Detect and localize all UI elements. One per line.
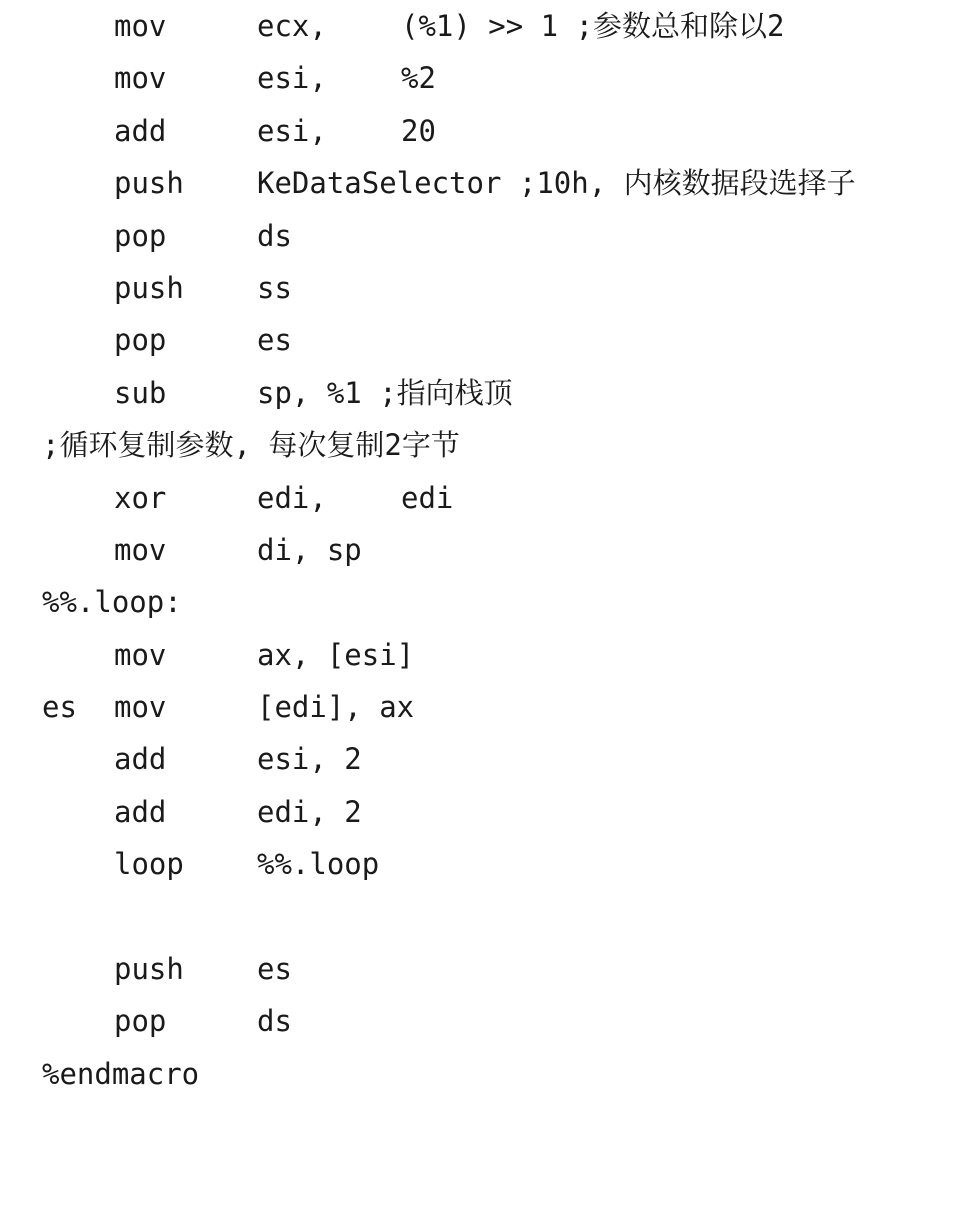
code-line [0,210,963,262]
operands: [edi], ax [257,690,415,725]
operand: 20 [401,113,436,148]
operand: esi, [257,113,327,148]
code-line [0,786,963,838]
operand: edi, [257,480,327,515]
operand: ecx, [257,9,327,43]
operands: %%.loop [257,847,380,882]
code-line [0,314,963,366]
code-line [0,262,963,314]
endmacro-directive: %endmacro [42,1056,200,1091]
mnemonic: mov [114,61,167,96]
operands: ds [257,1004,292,1039]
mnemonic: xor [114,480,167,515]
code-line [0,105,963,157]
mnemonic: push [114,166,184,201]
mnemonic: mov [114,637,167,672]
operands: ds [257,218,292,253]
label-line [0,576,963,628]
blank-line [0,891,963,943]
mnemonic: add [114,794,167,829]
operands: edi, 2 [257,794,362,829]
operands: es [257,952,292,987]
mnemonic: add [114,113,167,148]
operands-with-comment: KeDataSelector ;10h, 内核数据段选择子 [257,166,856,201]
code-line [0,629,963,681]
code-line [0,52,963,104]
code-line [0,681,963,733]
code-line [0,943,963,995]
mnemonic: push [114,952,184,987]
operand: edi [401,480,454,515]
mnemonic: mov [114,532,167,567]
mnemonic: sub [114,375,167,410]
operands-with-comment: sp, %1 ;指向栈顶 [257,375,513,410]
mnemonic: loop [114,847,184,882]
code-line [0,733,963,785]
operand: esi, [257,61,327,96]
operands: es [257,323,292,358]
mnemonic: mov [114,9,167,43]
mnemonic: pop [114,218,167,253]
operands: di, sp [257,532,362,567]
code-line [0,157,963,209]
code-line [0,367,963,419]
comment: ;循环复制参数, 每次复制2字节 [42,428,460,463]
directive-line [0,1048,963,1100]
mnemonic: mov [114,690,167,725]
code-line [0,524,963,576]
code-line [0,995,963,1047]
comment-line [0,419,963,471]
operand-with-comment: (%1) >> 1 ;参数总和除以2 [401,9,785,43]
segment-prefix: es [42,690,77,725]
operands: esi, 2 [257,742,362,777]
operand: %2 [401,61,436,96]
loop-label: %%.loop: [42,585,182,620]
mnemonic: push [114,270,184,305]
code-line [0,838,963,890]
code-line [0,472,963,524]
mnemonic: pop [114,1004,167,1039]
mnemonic: pop [114,323,167,358]
code-line [0,0,963,52]
operands: ss [257,270,292,305]
operands: ax, [esi] [257,637,415,672]
mnemonic: add [114,742,167,777]
